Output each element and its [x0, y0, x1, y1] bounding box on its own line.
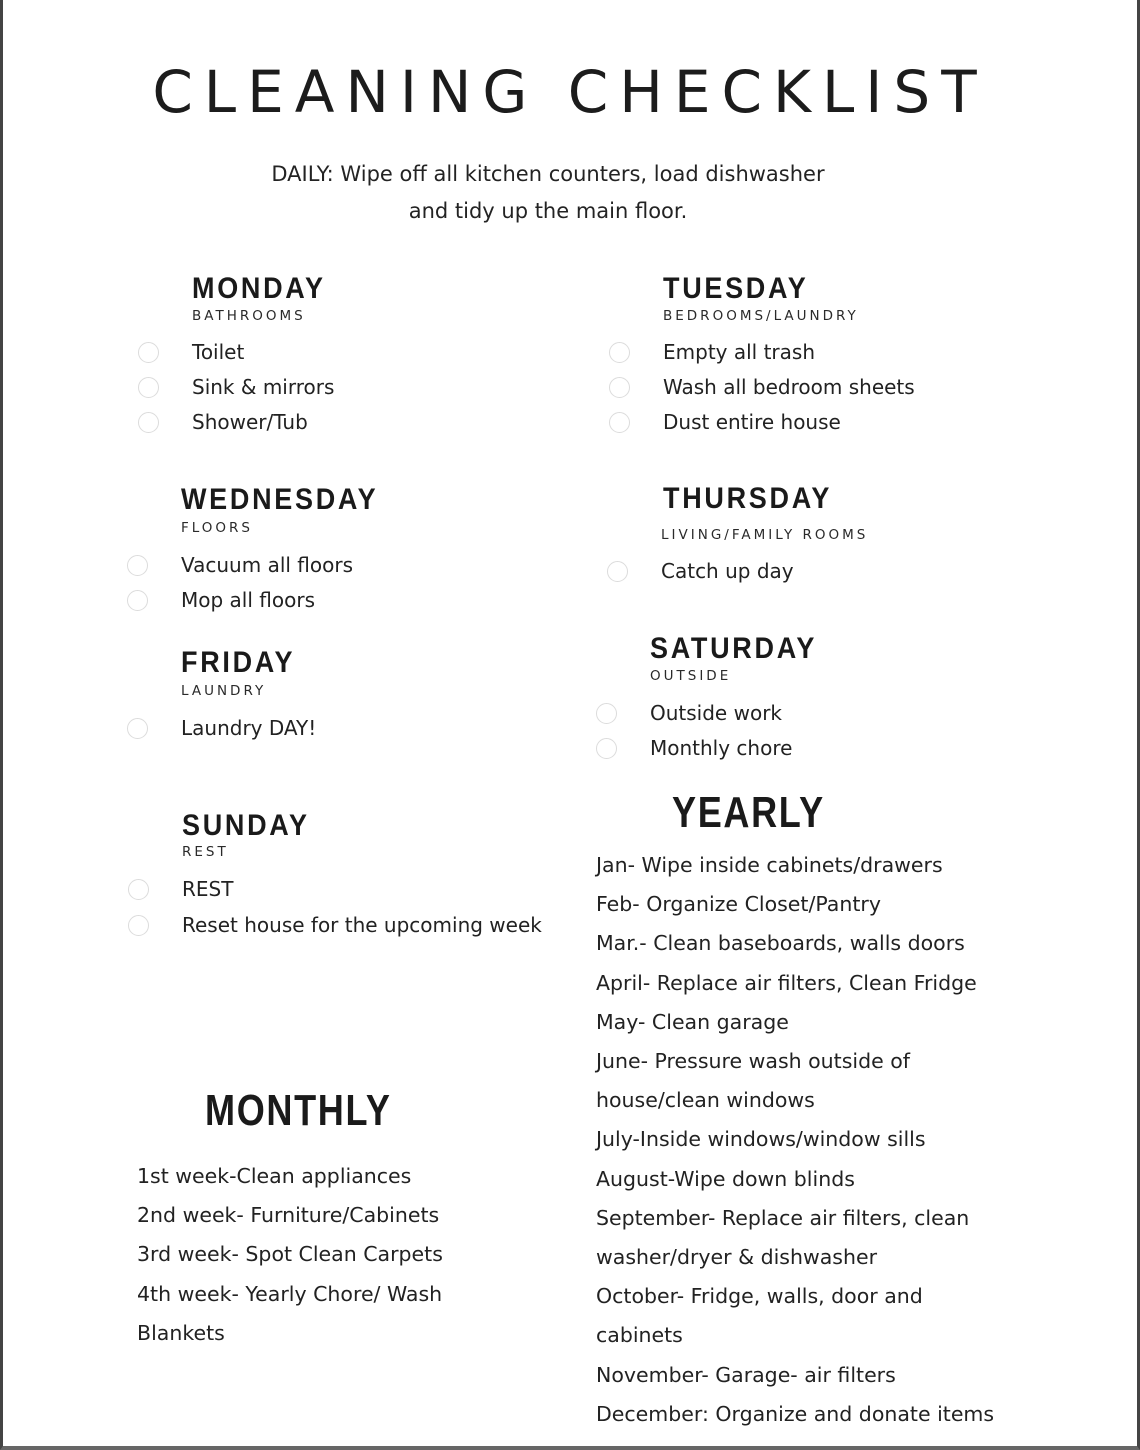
friday-subtitle: LAUNDRY	[181, 683, 267, 699]
yearly-line: April- Replace air filters, Clean Fridge	[596, 970, 977, 995]
monday-title: MONDAY	[192, 272, 326, 305]
checkbox[interactable]	[138, 412, 159, 433]
checklist-item-label: Sink & mirrors	[192, 375, 335, 399]
monthly-line: 3rd week- Spot Clean Carpets	[137, 1242, 443, 1267]
monthly-heading: MONTHLY	[205, 1086, 392, 1135]
checklist-item[interactable]	[609, 374, 1029, 404]
checkbox[interactable]	[596, 703, 617, 724]
monthly-line: 1st week-Clean appliances	[137, 1164, 412, 1188]
checklist-item-label: Shower/Tub	[192, 410, 308, 434]
checklist-item[interactable]	[609, 409, 1029, 439]
checklist-item[interactable]	[138, 374, 558, 404]
checklist-item[interactable]	[607, 558, 1027, 588]
checkbox[interactable]	[609, 412, 630, 433]
checklist-item-label: Monthly chore	[650, 736, 793, 760]
daily-note	[230, 156, 866, 230]
monthly-line: 4th week- Yearly Chore/ Wash	[137, 1281, 443, 1306]
checkbox[interactable]	[127, 590, 148, 611]
saturday-subtitle: OUTSIDE	[650, 668, 732, 684]
checklist-item-label: REST	[182, 877, 234, 901]
yearly-line: house/clean windows	[596, 1088, 815, 1113]
checkbox[interactable]	[596, 738, 617, 759]
tuesday-subtitle: BEDROOMS/LAUNDRY	[663, 308, 859, 324]
yearly-line: May- Clean garage	[596, 1009, 789, 1034]
yearly-line: cabinets	[596, 1323, 683, 1348]
checklist-item[interactable]	[128, 912, 578, 942]
monthly-list	[137, 1157, 577, 1353]
checklist-item[interactable]	[138, 339, 558, 369]
checkbox[interactable]	[607, 561, 628, 582]
checklist-item-label: Toilet	[192, 340, 245, 364]
wednesday-title: WEDNESDAY	[181, 483, 379, 516]
checklist-item[interactable]	[596, 700, 1016, 730]
checkbox[interactable]	[128, 915, 149, 936]
thursday-title: THURSDAY	[663, 482, 833, 515]
checklist-item-label: Dust entire house	[663, 410, 841, 434]
checkbox[interactable]	[138, 342, 159, 363]
checkbox[interactable]	[138, 377, 159, 398]
yearly-line: Jan- Wipe inside cabinets/drawers	[596, 853, 943, 877]
checkbox[interactable]	[127, 718, 148, 739]
yearly-line: December: Organize and donate items	[596, 1401, 995, 1426]
checklist-item-label: Wash all bedroom sheets	[663, 375, 915, 399]
checklist-item[interactable]	[128, 876, 578, 906]
yearly-line: June- Pressure wash outside of	[596, 1049, 910, 1074]
checklist-item-label: Vacuum all floors	[181, 553, 354, 577]
checkbox[interactable]	[128, 879, 149, 900]
checklist-item[interactable]	[138, 409, 558, 439]
saturday-title: SATURDAY	[650, 632, 818, 665]
checklist-item[interactable]	[609, 339, 1029, 369]
checklist-item-label: Outside work	[650, 701, 782, 725]
yearly-line: October- Fridge, walls, door and	[596, 1284, 923, 1309]
yearly-line: November- Garage- air filters	[596, 1362, 896, 1387]
checklist-item-label: Laundry DAY!	[181, 716, 317, 740]
yearly-line: July-Inside windows/window sills	[596, 1127, 926, 1152]
monthly-line: 2nd week- Furniture/Cabinets	[137, 1203, 440, 1228]
checkbox[interactable]	[609, 342, 630, 363]
yearly-line: washer/dryer & dishwasher	[596, 1245, 878, 1270]
yearly-line: August-Wipe down blinds	[596, 1166, 855, 1191]
checklist-item-label: Reset house for the upcoming week	[182, 913, 542, 937]
page-title: CLEANING CHECKLIST	[152, 58, 988, 126]
sunday-subtitle: REST	[182, 844, 229, 860]
checklist-item-label: Catch up day	[661, 559, 794, 583]
checklist-item-label: Mop all floors	[181, 588, 315, 612]
wednesday-subtitle: FLOORS	[181, 520, 254, 536]
monthly-line: Blankets	[137, 1320, 225, 1345]
sunday-title: SUNDAY	[182, 809, 310, 842]
checklist-item-label: Empty all trash	[663, 340, 815, 364]
checklist-item[interactable]	[127, 587, 557, 617]
checklist-item[interactable]	[127, 552, 557, 582]
daily-note-line: and tidy up the main floor.	[408, 199, 688, 223]
tuesday-title: TUESDAY	[663, 272, 809, 305]
checkbox[interactable]	[127, 555, 148, 576]
checklist-item[interactable]	[127, 715, 557, 745]
yearly-line: September- Replace air filters, clean	[596, 1205, 970, 1230]
yearly-list	[596, 846, 1126, 1434]
checkbox[interactable]	[609, 377, 630, 398]
yearly-line: Mar.- Clean baseboards, walls doors	[596, 931, 965, 956]
daily-note-line: DAILY: Wipe off all kitchen counters, load dishwasher	[271, 162, 825, 186]
yearly-heading: YEARLY	[672, 788, 825, 837]
yearly-line: Feb- Organize Closet/Pantry	[596, 892, 881, 917]
friday-title: FRIDAY	[181, 646, 296, 679]
monday-subtitle: BATHROOMS	[192, 308, 306, 324]
checklist-item[interactable]	[596, 735, 1016, 765]
thursday-subtitle: LIVING/FAMILY ROOMS	[661, 527, 869, 543]
